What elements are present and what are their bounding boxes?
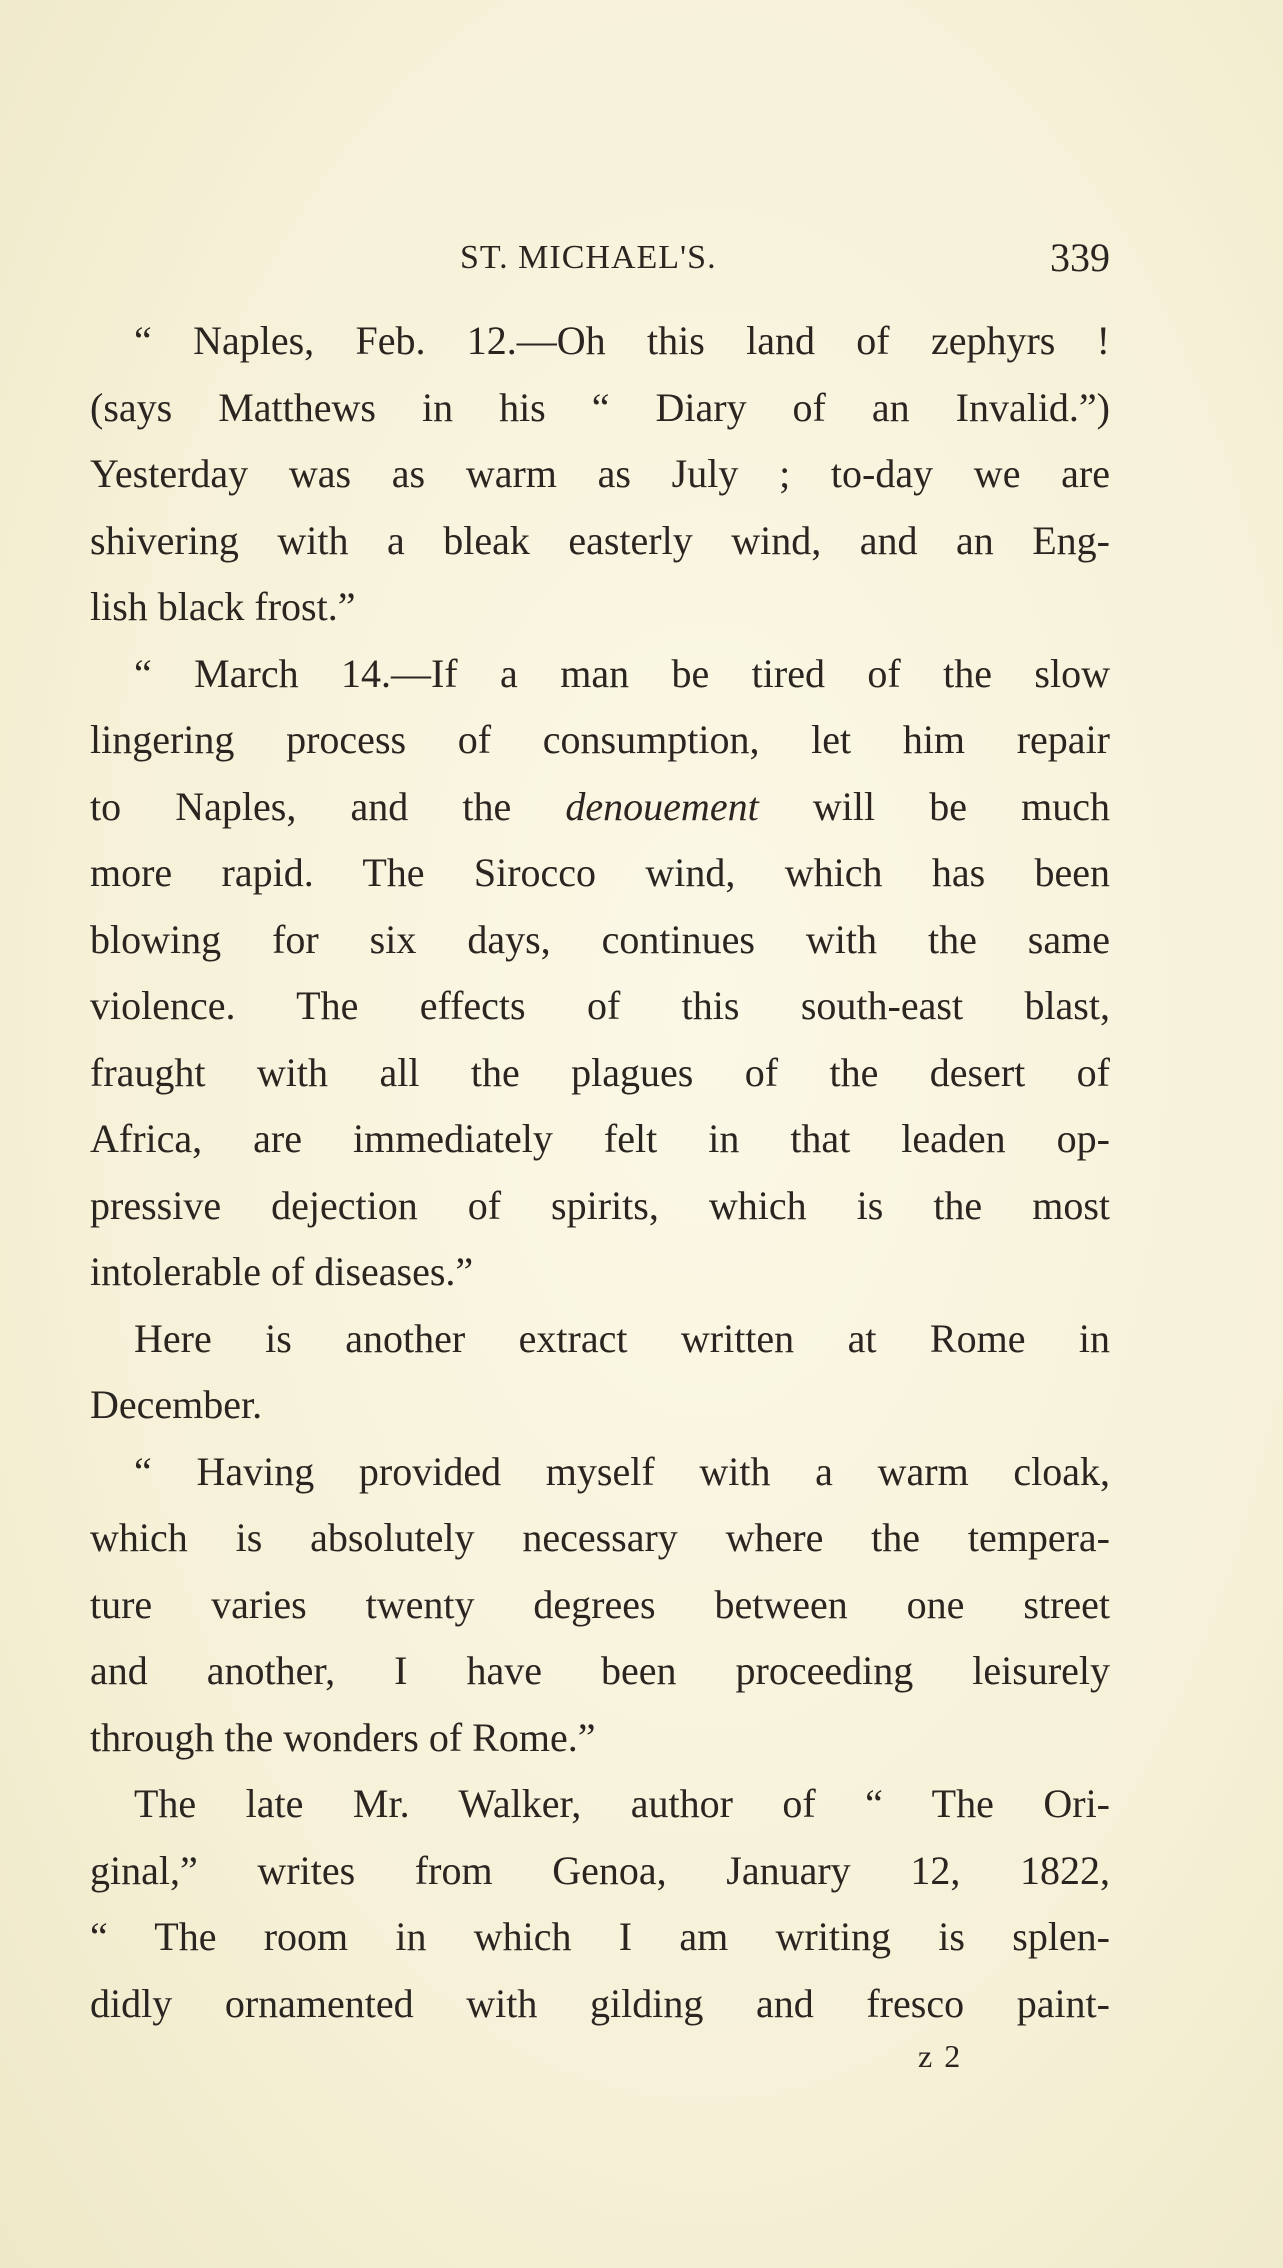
text-line: The late Mr. Walker, author of “ The Ori- (134, 1781, 1110, 1826)
page-header (90, 228, 1110, 288)
text-line: Here is another extract written at Rome in (134, 1315, 1110, 1361)
text-line: December. (90, 1382, 263, 1427)
text-line: through the wonders of Rome.” (90, 1714, 596, 1760)
page-number: 339 (1050, 235, 1110, 280)
text-line: “ The room in which I am writing is splen- (90, 1914, 1110, 1959)
text-line-with-italic (90, 774, 1110, 841)
text-line: Yesterday was as warm as July ; to-day we are (90, 451, 1110, 496)
text-line: violence. The effects of this south-east blast, (90, 983, 1110, 1028)
text-line: and another, I have been proceeding leisurely (90, 1648, 1110, 1693)
text-line: fraught with all the plagues of the desert of (90, 1049, 1110, 1095)
italic-word: denouement (565, 783, 759, 829)
text-line: ginal,” writes from Genoa, January 12, 1822, (90, 1847, 1110, 1893)
line-segment: to Naples, and the (90, 783, 566, 829)
running-head: ST. MICHAEL'S. (460, 239, 717, 276)
text-line: blowing for six days, continues with the same (90, 916, 1110, 962)
line-segment: will be much (758, 783, 1110, 829)
text-line: “ Having provided myself with a warm cloak, (134, 1448, 1110, 1494)
body-text (90, 308, 1110, 2037)
text-line: shivering with a bleak easterly wind, and an Eng- (90, 517, 1110, 563)
text-line: Africa, are immediately felt in that leaden op- (90, 1116, 1110, 1161)
text-line: which is absolutely necessary where the tempera- (90, 1515, 1110, 1560)
text-line: intolerable of diseases.” (90, 1249, 474, 1294)
text-line: more rapid. The Sirocco wind, which has been (90, 850, 1110, 895)
signature-mark: z 2 (918, 2038, 963, 2074)
text-line: pressive dejection of spirits, which is the most (90, 1182, 1110, 1228)
text-line: (says Matthews in his “ Diary of an Invalid.”) (90, 384, 1110, 430)
text-line: “ March 14.—If a man be tired of the slow (134, 650, 1110, 696)
text-line: lish black frost.” (90, 584, 356, 629)
text-line: ture varies twenty degrees between one street (90, 1581, 1110, 1627)
text-line: didly ornamented with gilding and fresco paint- (90, 1980, 1110, 2026)
text-line: “ Naples, Feb. 12.—Oh this land of zephyrs ! (134, 318, 1110, 363)
text-line: lingering process of consumption, let him repair (90, 717, 1110, 762)
